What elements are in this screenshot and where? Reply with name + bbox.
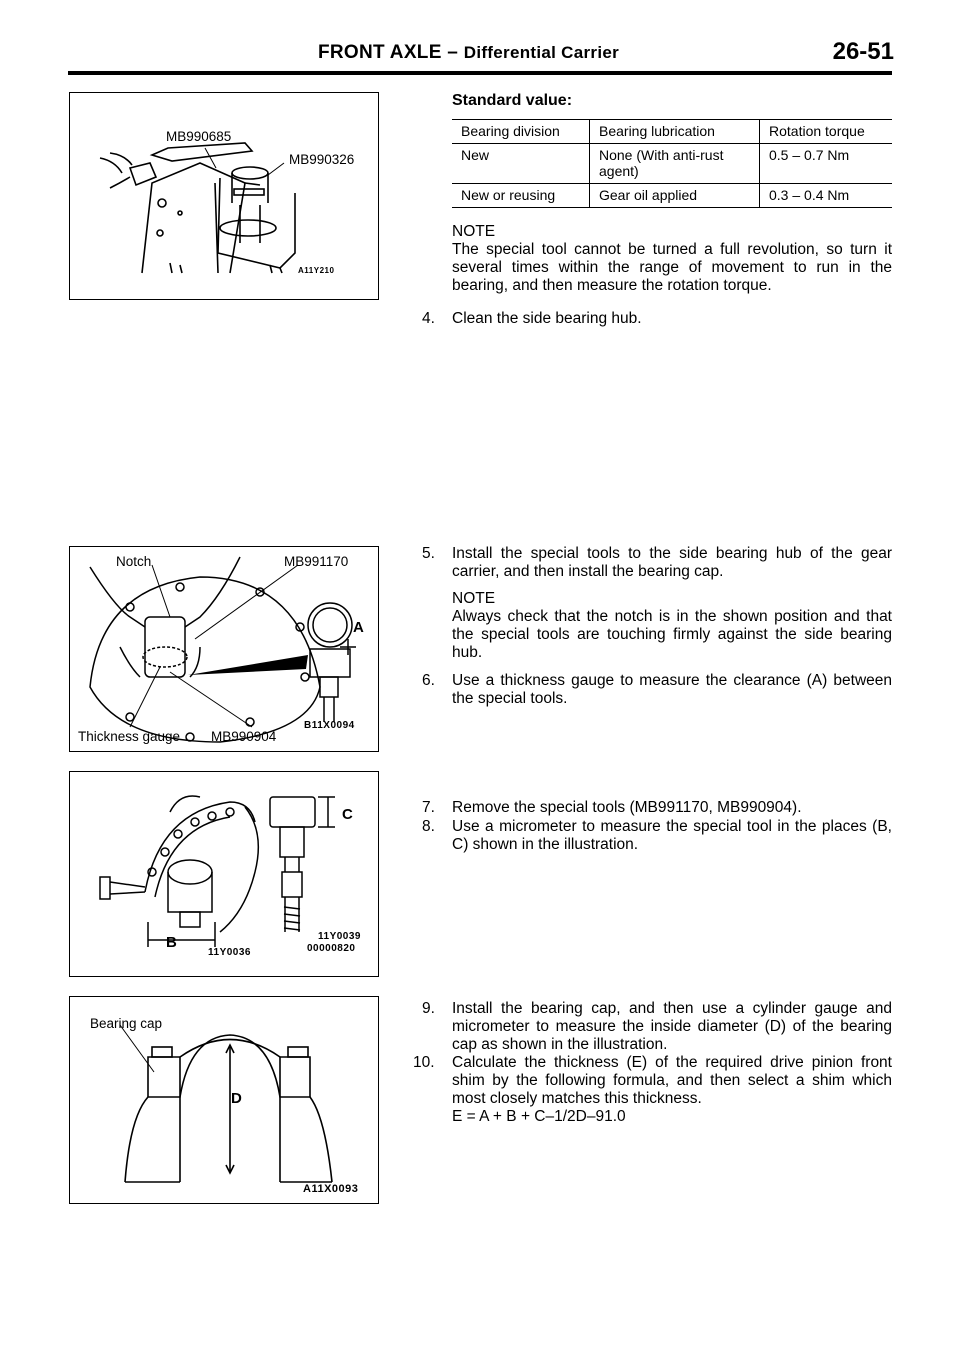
note-text: The special tool cannot be turned a full revolution, so turn it several times within the range of movement to run in the bearing, and then measure the rotation torque.	[452, 241, 892, 294]
table-cell: 0.5 – 0.7 Nm	[760, 144, 893, 184]
label-tool-mb990685: MB990685	[166, 129, 232, 144]
figure-bearing-cap	[69, 996, 379, 1204]
step-5	[422, 545, 892, 585]
standard-value-table	[452, 119, 892, 208]
label-clearance-a: A	[353, 619, 364, 636]
table-header-cell: Bearing division	[452, 120, 590, 144]
note-label: NOTE	[452, 223, 496, 240]
table-cell: New	[452, 144, 590, 184]
step-number: 9.	[422, 1000, 435, 1017]
step-9	[422, 1000, 892, 1060]
step-number: 7.	[422, 799, 435, 816]
step-text: Use a micrometer to measure the special tool in the places (B, C) shown in the illustration.	[452, 818, 892, 853]
label-thickness-gauge: Thickness gauge	[78, 729, 181, 744]
page-number: 26-51	[832, 38, 894, 65]
step-text: Remove the special tools (MB991170, MB990904).	[452, 799, 802, 816]
figure-code: B11X0094	[304, 720, 355, 731]
figure-micrometer	[69, 771, 379, 977]
label-tool-mb990904: MB990904	[211, 729, 277, 744]
table-row	[452, 184, 892, 208]
label-dimension-b: B	[166, 934, 177, 951]
note-text: Always check that the notch is in the shown position and that the special tools are touching firmly against the side bearing hub.	[452, 608, 892, 661]
step-6	[422, 672, 892, 712]
figure-special-tools	[69, 546, 379, 752]
table-cell: None (With anti-rust agent)	[590, 144, 760, 184]
step-8	[422, 818, 892, 858]
table-header-cell: Rotation torque	[760, 120, 893, 144]
table-header-cell: Bearing lubrication	[590, 120, 760, 144]
label-diameter-d: D	[231, 1090, 242, 1107]
figure-code: 11Y0036	[208, 947, 251, 958]
step-number: 4.	[422, 310, 435, 327]
step-number: 5.	[422, 545, 435, 562]
title-dash: –	[447, 42, 459, 63]
label-dimension-c: C	[342, 806, 353, 823]
figure-rotation-torque	[69, 92, 379, 300]
step-text: Install the special tools to the side bearing hub of the gear carrier, and then install the bearing cap.	[452, 545, 892, 580]
step-number: 10.	[413, 1054, 435, 1071]
formula: E = A + B + C–1/2D–91.0	[452, 1108, 626, 1125]
label-tool-mb990326: MB990326	[289, 152, 355, 167]
step-number: 8.	[422, 818, 435, 835]
step-7	[422, 799, 892, 819]
table-row	[452, 144, 892, 184]
figure-code: A11Y210	[298, 266, 335, 275]
figure-code: 00000820	[307, 943, 356, 954]
step-text: Use a thickness gauge to measure the clearance (A) between the special tools.	[452, 672, 892, 707]
section-title	[318, 42, 619, 64]
table-header-row	[452, 120, 892, 144]
header-rule	[68, 71, 892, 75]
label-notch: Notch	[116, 554, 152, 569]
step-4	[422, 310, 892, 330]
standard-value-title: Standard value:	[452, 92, 573, 109]
section-name: FRONT AXLE	[318, 42, 442, 63]
step-text: Calculate the thickness (E) of the required drive pinion front shim by the following formula, and then select a shim which most closely matches this thickness.	[452, 1054, 892, 1107]
figure-code: A11X0093	[303, 1183, 359, 1195]
step-text: Clean the side bearing hub.	[452, 310, 642, 327]
label-bearing-cap: Bearing cap	[90, 1016, 163, 1031]
table-cell: 0.3 – 0.4 Nm	[760, 184, 893, 208]
table-cell: Gear oil applied	[590, 184, 760, 208]
subsection-name: Differential Carrier	[463, 43, 620, 62]
step-number: 6.	[422, 672, 435, 689]
step-10	[413, 1054, 892, 1114]
figure-code: 11Y0039	[318, 931, 361, 942]
note-label: NOTE	[452, 590, 496, 607]
label-tool-mb991170: MB991170	[284, 554, 349, 569]
step-text: Install the bearing cap, and then use a cylinder gauge and micrometer to measure the inside diameter (D) of the bearing cap as shown in the illustration.	[452, 1000, 892, 1053]
table-cell: New or reusing	[452, 184, 590, 208]
